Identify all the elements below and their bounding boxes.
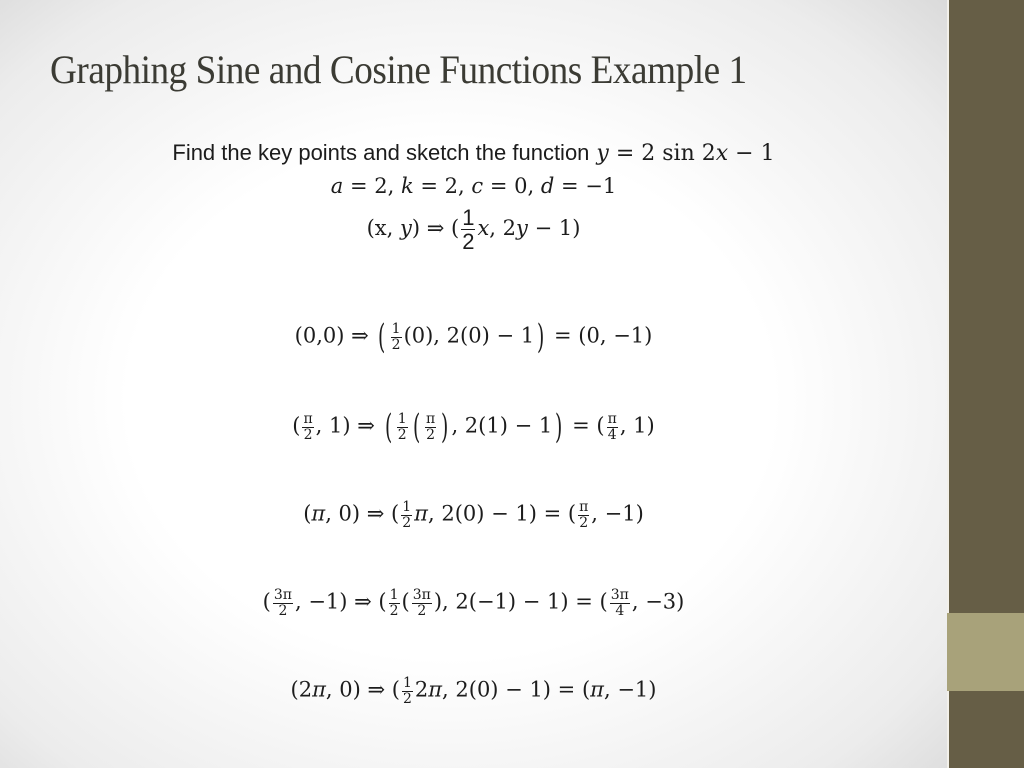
key-point-2: ( $\frac{\pi}{2}$ , 1) ⇒ ( $\frac{1}{2}$ ( $\frac{\pi}{2}$ ) , 2(1) − 1) = ( $\frac{\pi}{4}$ , 1) xyxy=(292,407,655,447)
key-point-5: (2π, 0) ⇒ ( $\frac{1}{2}$ 2π, 2(0) − 1) = (π, −1) xyxy=(290,675,657,707)
slide-title: Graphing Sine and Cosine Functions Example 1 xyxy=(50,47,747,92)
transform-rule: (x, y) ⇒ ( $\frac{1}{2}$ x, 2y − 1) xyxy=(366,205,581,255)
key-point-1: (0,0) ⇒ ( $\frac{1}{2}$ (0), 2(0) − 1) = (0, −1) xyxy=(294,317,653,357)
prompt-formula: y = 2 sin 2x − 1 xyxy=(596,141,775,166)
prompt-text: Find the key points and sketch the function xyxy=(172,140,590,165)
parameters-line: a = 2, k = 2, c = 0, d = −1 xyxy=(330,174,617,198)
prompt-line xyxy=(0,140,947,166)
sidebar-accent-block xyxy=(947,613,1024,691)
key-point-3: (π, 0) ⇒ ( $\frac{1}{2}$ π, 2(0) − 1) = ( $\frac{\pi}{2}$ , −1) xyxy=(303,499,644,531)
key-point-4: ( $\frac{3\pi}{2}$ , −1) ⇒ ( $\frac{1}{2}$ ( $\frac{3\pi}{2}$ ), 2(−1) − 1) = ( $\frac{3\pi}{4}$ , −3) xyxy=(262,587,685,619)
